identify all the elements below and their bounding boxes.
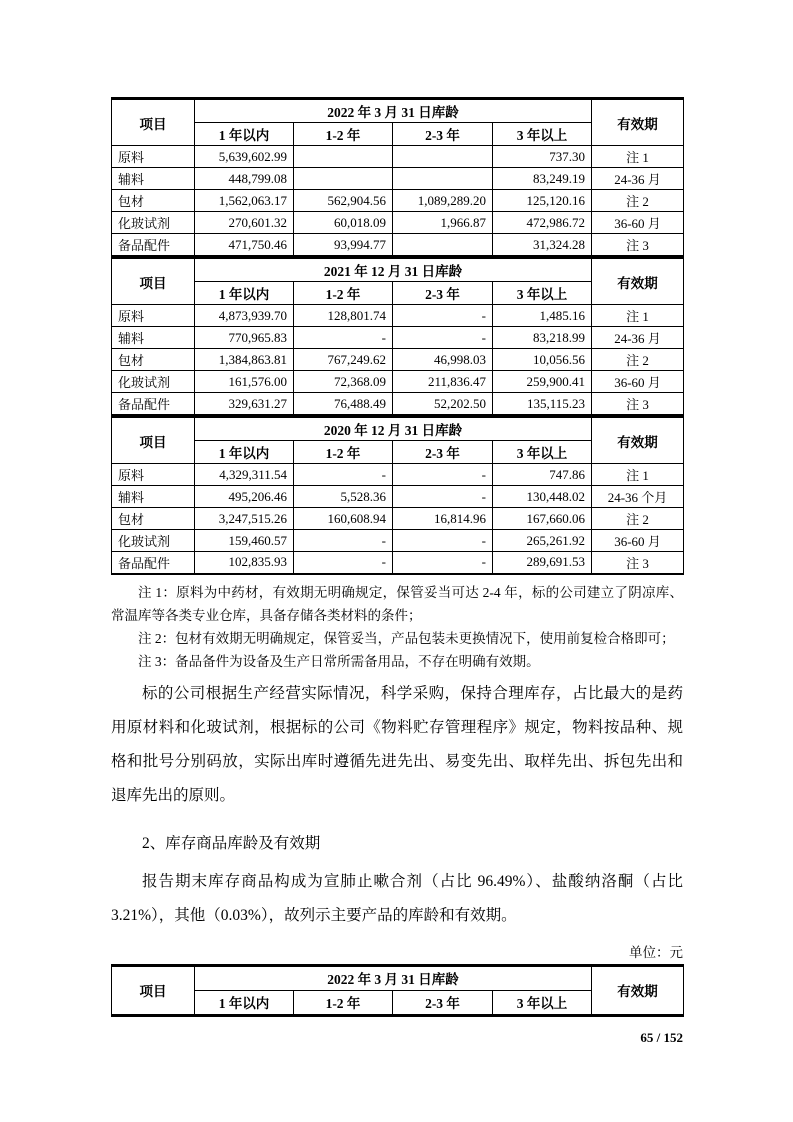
- cell-value: -: [294, 327, 393, 349]
- row-item: 备品配件: [112, 552, 195, 574]
- paragraph-products: 报告期末库存商品构成为宣肺止嗽合剂（占比 96.49%）、盐酸纳洛酮（占比 3.21%），其他（0.03%），故列示主要产品的库龄和有效期。: [111, 872, 683, 924]
- paragraph-storage-policy: 标的公司根据生产经营实际情况，科学采购，保持合理库存，占比最大的是药用原材料和化玻试剂，根据标的公司《物料贮存管理程序》规定，物料按品种、规格和批号分别码放，实际出库时遵循先进先出、易变先出、取样先出、拆包先出和退库先出的原则。: [111, 684, 683, 804]
- table-row: [112, 305, 684, 327]
- cell-validity: 注 3: [592, 552, 684, 574]
- cell-value: 211,836.47: [393, 371, 493, 393]
- cell-value: 60,018.09: [294, 212, 393, 234]
- section-heading: 2、库存商品库龄及有效期: [142, 834, 321, 852]
- cell-validity: 注 1: [592, 305, 684, 327]
- col-header-age-1: 1 年以内: [195, 282, 294, 305]
- col-header-age-3: 2-3 年: [393, 441, 493, 464]
- col-header-validity: 有效期: [592, 258, 684, 305]
- row-item: 原料: [112, 464, 195, 486]
- date-header: 2020 年 12 月 31 日库龄: [195, 417, 592, 441]
- cell-value: [294, 168, 393, 190]
- row-item: 化玻试剂: [112, 530, 195, 552]
- cell-value: 5,639,602.99: [195, 146, 294, 168]
- row-item: 备品配件: [112, 393, 195, 415]
- table-row: [112, 349, 684, 371]
- cell-value: 52,202.50: [393, 393, 493, 415]
- col-header-age-2: 1-2 年: [294, 441, 393, 464]
- cell-value: 72,368.09: [294, 371, 393, 393]
- cell-validity: 注 2: [592, 190, 684, 212]
- cell-value: 167,660.06: [493, 508, 592, 530]
- cell-value: 159,460.57: [195, 530, 294, 552]
- cell-validity: 36-60 月: [592, 212, 684, 234]
- table-row: [112, 146, 684, 168]
- cell-value: -: [294, 464, 393, 486]
- cell-value: [294, 146, 393, 168]
- col-header-age-4: 3 年以上: [493, 990, 592, 1015]
- row-item: 化玻试剂: [112, 371, 195, 393]
- col-header-item: 项目: [112, 258, 195, 305]
- cell-value: 471,750.46: [195, 234, 294, 256]
- table-row: [112, 530, 684, 552]
- aging-table-2022: [111, 97, 684, 256]
- cell-value: -: [294, 552, 393, 574]
- cell-value: 160,608.94: [294, 508, 393, 530]
- cell-value: 1,089,289.20: [393, 190, 493, 212]
- table-row: [112, 464, 684, 486]
- row-item: 原料: [112, 146, 195, 168]
- cell-value: 495,206.46: [195, 486, 294, 508]
- date-header: 2022 年 3 月 31 日库龄: [195, 965, 592, 990]
- footnote-2: 注 2：包材有效期无明确规定，保管妥当，产品包装未更换情况下，使用前复检合格即可；: [138, 630, 675, 646]
- cell-value: 1,966.87: [393, 212, 493, 234]
- cell-value: 46,998.03: [393, 349, 493, 371]
- cell-validity: 36-60 月: [592, 371, 684, 393]
- cell-validity: 注 3: [592, 393, 684, 415]
- cell-value: [393, 168, 493, 190]
- cell-validity: 注 2: [592, 508, 684, 530]
- cell-value: -: [393, 305, 493, 327]
- cell-value: 472,986.72: [493, 212, 592, 234]
- cell-value: 289,691.53: [493, 552, 592, 574]
- cell-value: 135,115.23: [493, 393, 592, 415]
- col-header-age-1: 1 年以内: [195, 123, 294, 146]
- col-header-validity: 有效期: [592, 99, 684, 146]
- table-row: [112, 393, 684, 415]
- col-header-age-4: 3 年以上: [493, 123, 592, 146]
- col-header-age-4: 3 年以上: [493, 441, 592, 464]
- table-row: [112, 486, 684, 508]
- row-item: 包材: [112, 349, 195, 371]
- aging-table-2020: [111, 415, 684, 575]
- cell-value: 3,247,515.26: [195, 508, 294, 530]
- footnote-3: 注 3：备品备件为设备及生产日常所需备用品，不存在明确有效期。: [138, 653, 540, 669]
- page-number: 65 / 152: [640, 1029, 683, 1045]
- cell-value: 259,900.41: [493, 371, 592, 393]
- cell-validity: 24-36 月: [592, 168, 684, 190]
- cell-value: 5,528.36: [294, 486, 393, 508]
- col-header-age-1: 1 年以内: [195, 990, 294, 1015]
- cell-value: -: [294, 530, 393, 552]
- cell-validity: 注 1: [592, 464, 684, 486]
- cell-value: 770,965.83: [195, 327, 294, 349]
- cell-value: 31,324.28: [493, 234, 592, 256]
- cell-value: -: [393, 552, 493, 574]
- row-item: 辅料: [112, 168, 195, 190]
- col-header-age-3: 2-3 年: [393, 990, 493, 1015]
- cell-value: 130,448.02: [493, 486, 592, 508]
- cell-value: 747.86: [493, 464, 592, 486]
- footnote-1: 注 1：原料为中药材，有效期无明确规定，保管妥当可达 2-4 年，标的公司建立了阴凉库、常温库等各类专业仓库，具备存储各类材料的条件；: [111, 584, 683, 623]
- cell-validity: 注 2: [592, 349, 684, 371]
- table-row: [112, 508, 684, 530]
- cell-value: 93,994.77: [294, 234, 393, 256]
- cell-value: 76,488.49: [294, 393, 393, 415]
- table-row: [112, 168, 684, 190]
- row-item: 备品配件: [112, 234, 195, 256]
- cell-value: 4,329,311.54: [195, 464, 294, 486]
- cell-value: 737.30: [493, 146, 592, 168]
- table-row: [112, 327, 684, 349]
- row-item: 包材: [112, 190, 195, 212]
- cell-value: 270,601.32: [195, 212, 294, 234]
- cell-value: -: [393, 464, 493, 486]
- aging-table-goods-2022: [111, 964, 684, 1017]
- cell-value: [393, 234, 493, 256]
- col-header-item: 项目: [112, 99, 195, 146]
- row-item: 辅料: [112, 327, 195, 349]
- cell-value: [393, 146, 493, 168]
- row-item: 原料: [112, 305, 195, 327]
- table-footnotes: [111, 581, 683, 673]
- cell-validity: 24-36 个月: [592, 486, 684, 508]
- cell-value: -: [393, 530, 493, 552]
- cell-value: 1,562,063.17: [195, 190, 294, 212]
- table-row: [112, 234, 684, 256]
- row-item: 化玻试剂: [112, 212, 195, 234]
- cell-validity: 36-60 月: [592, 530, 684, 552]
- row-item: 包材: [112, 508, 195, 530]
- table-row: [112, 552, 684, 574]
- table-row: [112, 212, 684, 234]
- col-header-age-3: 2-3 年: [393, 123, 493, 146]
- col-header-age-1: 1 年以内: [195, 441, 294, 464]
- col-header-item: 项目: [112, 417, 195, 464]
- cell-value: 448,799.08: [195, 168, 294, 190]
- cell-value: 329,631.27: [195, 393, 294, 415]
- cell-value: 1,384,863.81: [195, 349, 294, 371]
- aging-table-2021: [111, 256, 684, 415]
- cell-value: 767,249.62: [294, 349, 393, 371]
- cell-validity: 24-36 月: [592, 327, 684, 349]
- unit-label: 单位：元: [629, 944, 683, 960]
- date-header: 2021 年 12 月 31 日库龄: [195, 258, 592, 282]
- col-header-validity: 有效期: [592, 965, 684, 1015]
- cell-value: 161,576.00: [195, 371, 294, 393]
- cell-validity: 注 1: [592, 146, 684, 168]
- cell-value: 4,873,939.70: [195, 305, 294, 327]
- cell-value: 125,120.16: [493, 190, 592, 212]
- cell-value: 83,249.19: [493, 168, 592, 190]
- cell-value: 1,485.16: [493, 305, 592, 327]
- col-header-validity: 有效期: [592, 417, 684, 464]
- row-item: 辅料: [112, 486, 195, 508]
- cell-value: 128,801.74: [294, 305, 393, 327]
- col-header-age-2: 1-2 年: [294, 990, 393, 1015]
- cell-value: 102,835.93: [195, 552, 294, 574]
- col-header-age-4: 3 年以上: [493, 282, 592, 305]
- col-header-age-2: 1-2 年: [294, 282, 393, 305]
- cell-value: 16,814.96: [393, 508, 493, 530]
- cell-value: 265,261.92: [493, 530, 592, 552]
- cell-value: 83,218.99: [493, 327, 592, 349]
- date-header: 2022 年 3 月 31 日库龄: [195, 99, 592, 123]
- cell-value: -: [393, 327, 493, 349]
- cell-value: -: [393, 486, 493, 508]
- cell-validity: 注 3: [592, 234, 684, 256]
- col-header-age-2: 1-2 年: [294, 123, 393, 146]
- cell-value: 10,056.56: [493, 349, 592, 371]
- col-header-item: 项目: [112, 965, 195, 1015]
- cell-value: 562,904.56: [294, 190, 393, 212]
- table-row: [112, 190, 684, 212]
- table-row: [112, 371, 684, 393]
- col-header-age-3: 2-3 年: [393, 282, 493, 305]
